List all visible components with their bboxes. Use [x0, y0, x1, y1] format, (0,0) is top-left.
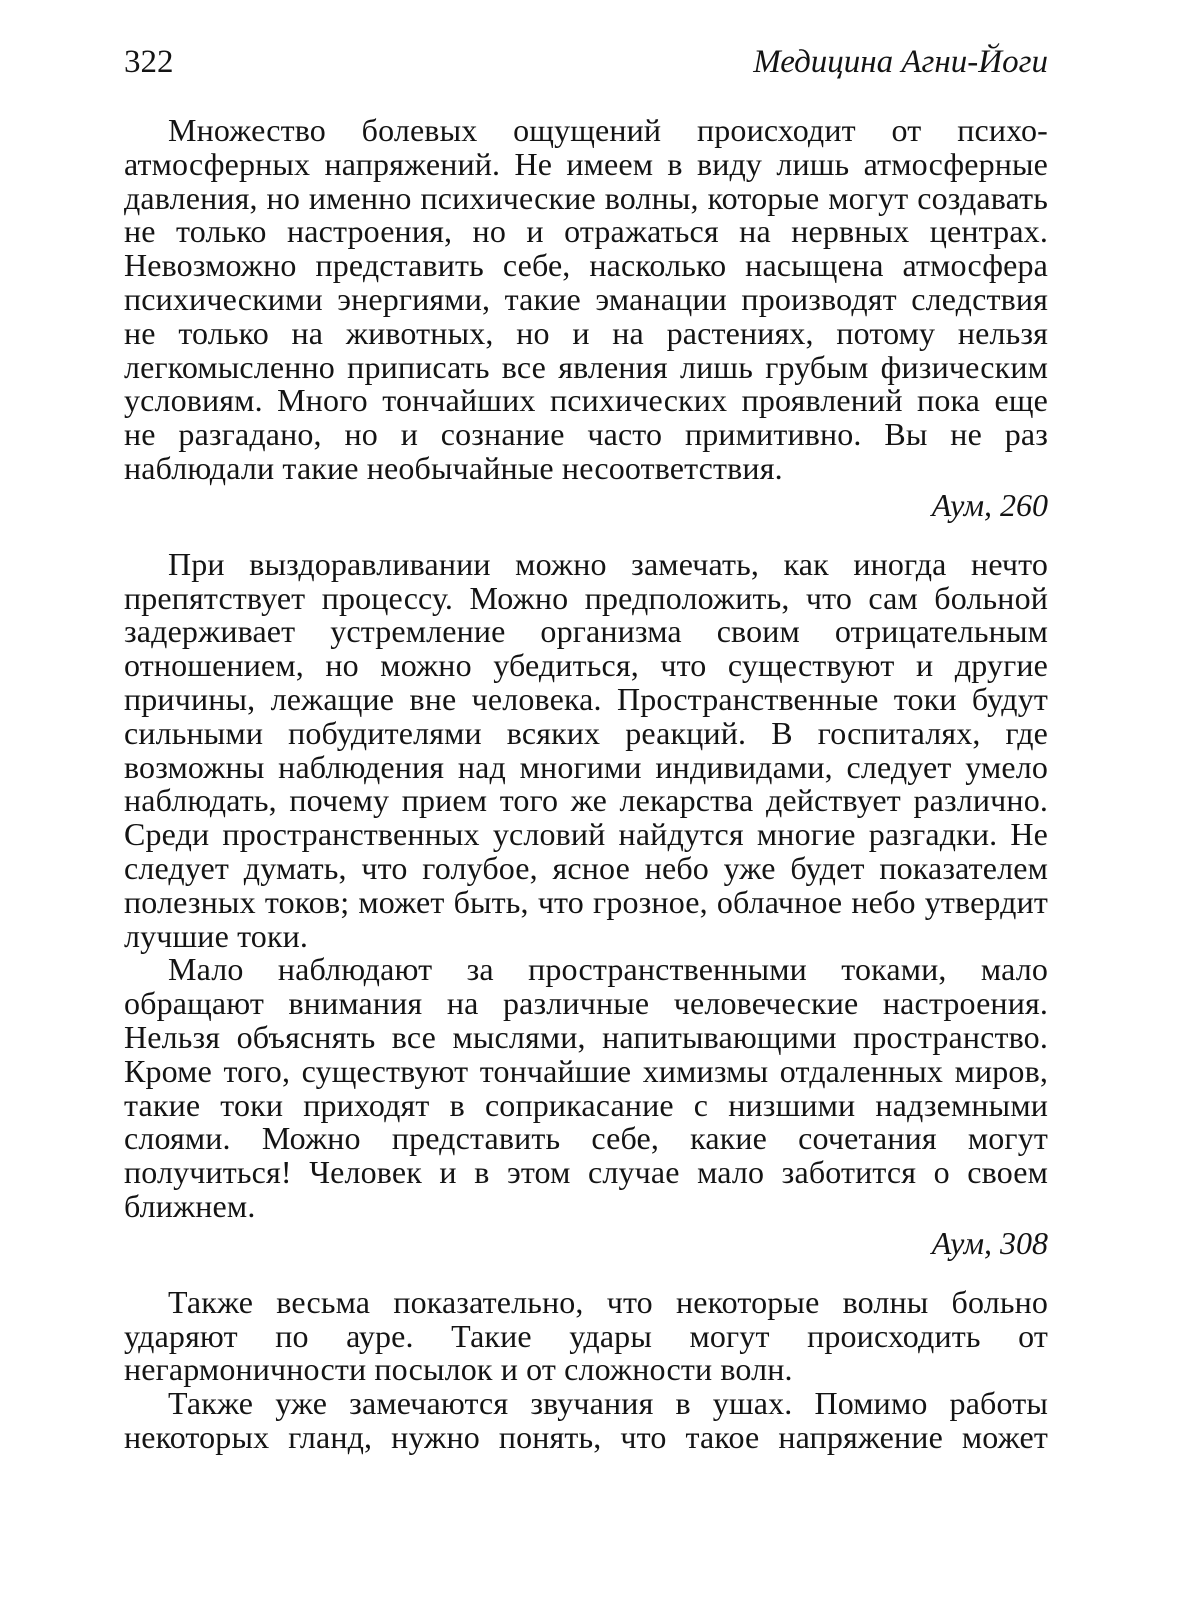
- quote-source: Аум, 308: [931, 1224, 1048, 1261]
- quote-source: Аум, 260: [931, 486, 1048, 523]
- quote-section-3: [124, 1283, 1048, 1455]
- quote-section-1: [124, 114, 1048, 522]
- book-page: [124, 38, 1048, 1455]
- paragraph: Множество болевых ощущений происходит от психо-атмосферных напряжений. Не имеем в виду лишь атмосферные давления, но именно психические волны, которые могут создавать не только настроения, но и отражаться на нервных центрах. Невозможно представить себе, насколько насыщена атмосфера психическими энергиями, такие эманации производят следствия не только на животных, но и на растениях, потому нельзя легкомысленно приписать все явления лишь грубым физическим условиям. Много тончайших психических проявлений пока еще не разгадано, но и сознание часто примитивно. Вы не раз наблюдали такие необычайные несоответствия.: [124, 112, 1048, 486]
- paragraph: Также весьма показательно, что некоторые волны больно ударяют по ауре. Такие удары могут происходить от негармоничности посылок и от сложности волн.: [124, 1283, 1048, 1388]
- page-number: 322: [124, 44, 174, 80]
- quote-section-2: [124, 545, 1048, 1261]
- running-header: [124, 38, 1048, 90]
- paragraph: При выздоравливании можно замечать, как иногда нечто препятствует процессу. Можно предположить, что сам больной задерживает устремление организма своим отрицательным отношением, но можно убедиться, что существуют и другие причины, лежащие вне человека. Пространственные токи будут сильными побудителями всяких реакций. В госпиталях, где возможны наблюдения над многими индивидами, следует умело наблюдать, почему прием того же лекарства действует различно. Среди пространственных условий найдутся многие разгадки. Не следует думать, что голубое, ясное небо уже будет показателем полезных токов; может быть, что грозное, облачное небо утвердит лучшие токи.: [124, 545, 1048, 954]
- paragraph: Также уже замечаются звучания в ушах. Помимо работы некоторых гланд, нужно понять, что такое напряжение может: [124, 1385, 1048, 1455]
- running-title: Медицина Агни-Йоги: [753, 44, 1048, 80]
- paragraph: Мало наблюдают за пространственными токами, мало обращают внимания на различные человеческие настроения. Нельзя объяснять все мыслями, напитывающими пространство. Кроме того, существуют тончайшие химизмы отдаленных миров, такие токи приходят в соприкасание с низшими надземными слоями. Можно представить себе, какие сочетания могут получиться! Человек и в этом случае мало заботится о своем ближнем.: [124, 951, 1048, 1224]
